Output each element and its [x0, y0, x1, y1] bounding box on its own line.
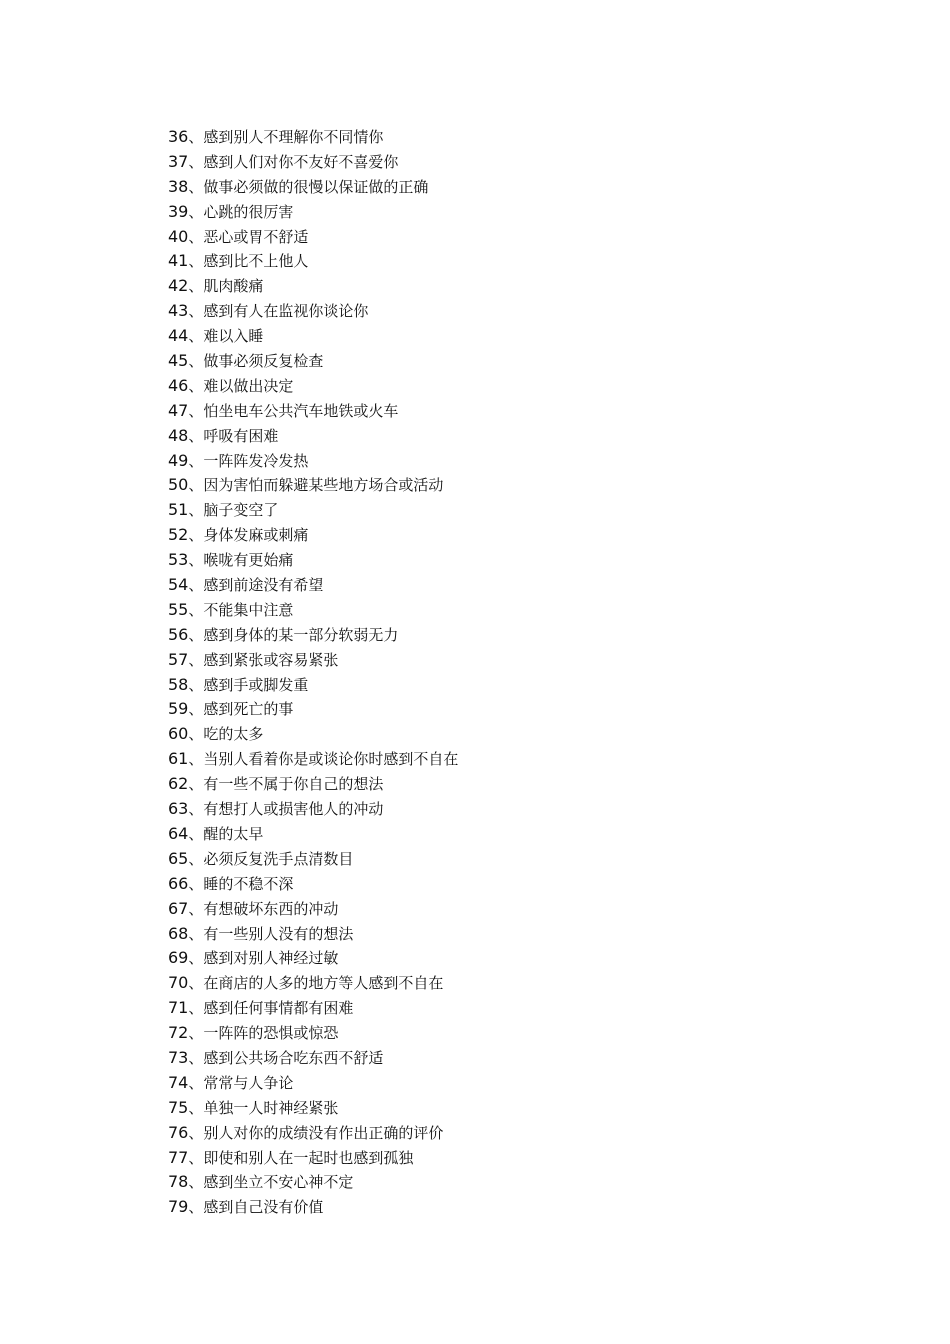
item-text: 肌肉酸痛: [203, 277, 264, 296]
item-text: 有想破坏东西的冲动: [203, 899, 339, 918]
item-number: 53: [168, 550, 189, 570]
item-separator: 、: [188, 202, 204, 221]
item-separator: 、: [188, 974, 204, 993]
item-separator: 、: [188, 1073, 204, 1092]
item-separator: 、: [188, 999, 204, 1018]
item-text: 脑子变空了: [203, 501, 279, 520]
item-text: 别人对你的成绩没有作出正确的评价: [203, 1123, 444, 1142]
item-separator: 、: [188, 600, 204, 619]
list-item: [168, 399, 458, 424]
list-item: [168, 225, 458, 250]
item-separator: 、: [188, 152, 204, 171]
questionnaire-item-list: [168, 125, 458, 1220]
item-number: 69: [168, 948, 189, 968]
list-item: [168, 1071, 458, 1096]
item-separator: 、: [188, 252, 204, 271]
list-item: [168, 922, 458, 947]
item-number: 73: [168, 1047, 189, 1067]
item-separator: 、: [188, 650, 204, 669]
list-item: [168, 971, 458, 996]
item-separator: 、: [188, 1198, 204, 1217]
list-item: [168, 523, 458, 548]
item-separator: 、: [188, 551, 204, 570]
list-item: [168, 722, 458, 747]
item-number: 67: [168, 898, 189, 918]
item-separator: 、: [188, 874, 204, 893]
item-text: 有一些别人没有的想法: [203, 924, 354, 943]
item-number: 59: [168, 699, 189, 719]
item-text: 难以做出决定: [203, 376, 294, 395]
list-item: [168, 1096, 458, 1121]
item-text: 心跳的很厉害: [203, 202, 294, 221]
item-separator: 、: [188, 501, 204, 520]
item-text: 不能集中注意: [203, 600, 294, 619]
item-separator: 、: [188, 1173, 204, 1192]
list-item: [168, 1021, 458, 1046]
item-number: 42: [168, 276, 189, 296]
item-separator: 、: [188, 576, 204, 595]
item-text: 感到有人在监视你谈论你: [203, 302, 369, 321]
item-number: 48: [168, 425, 189, 445]
item-text: 感到对别人神经过敏: [203, 949, 339, 968]
item-text: 一阵阵的恐惧或惊恐: [203, 1024, 339, 1043]
item-text: 难以入睡: [203, 327, 264, 346]
item-separator: 、: [188, 625, 204, 644]
list-item: [168, 200, 458, 225]
item-number: 54: [168, 575, 189, 595]
list-item: [168, 897, 458, 922]
item-number: 36: [168, 127, 189, 146]
list-item: [168, 498, 458, 523]
list-item: [168, 797, 458, 822]
list-item: [168, 747, 458, 772]
item-separator: 、: [188, 401, 204, 420]
item-number: 68: [168, 923, 189, 943]
list-item: [168, 150, 458, 175]
list-item: [168, 1121, 458, 1146]
list-item: [168, 673, 458, 698]
item-separator: 、: [188, 1048, 204, 1067]
list-item: [168, 1170, 458, 1195]
item-text: 因为害怕而躲避某些地方场合或活动: [203, 476, 444, 495]
item-separator: 、: [188, 899, 204, 918]
list-item: [168, 847, 458, 872]
item-text: 即使和别人在一起时也感到孤独: [203, 1148, 414, 1167]
list-item: [168, 175, 458, 200]
item-number: 58: [168, 674, 189, 694]
item-number: 63: [168, 799, 189, 819]
item-text: 怕坐电车公共汽车地铁或火车: [203, 401, 399, 420]
item-number: 44: [168, 326, 189, 346]
item-number: 62: [168, 774, 189, 794]
item-number: 37: [168, 151, 189, 171]
item-text: 呼吸有困难: [203, 426, 279, 445]
item-number: 43: [168, 301, 189, 321]
list-item: [168, 548, 458, 573]
item-text: 恶心或胃不舒适: [203, 227, 309, 246]
item-number: 51: [168, 500, 189, 520]
item-text: 做事必须反复检查: [203, 352, 324, 371]
item-number: 38: [168, 176, 189, 196]
item-number: 40: [168, 226, 189, 246]
item-separator: 、: [188, 451, 204, 470]
list-item: [168, 1046, 458, 1071]
item-text: 感到身体的某一部分软弱无力: [203, 625, 399, 644]
item-text: 做事必须做的很慢以保证做的正确: [203, 177, 429, 196]
list-item: [168, 324, 458, 349]
item-text: 当别人看着你是或谈论你时感到不自在: [203, 750, 459, 769]
item-number: 52: [168, 525, 189, 545]
item-separator: 、: [188, 177, 204, 196]
item-separator: 、: [188, 426, 204, 445]
item-separator: 、: [188, 277, 204, 296]
list-item: [168, 623, 458, 648]
list-item: [168, 249, 458, 274]
list-item: [168, 996, 458, 1021]
item-separator: 、: [188, 700, 204, 719]
item-separator: 、: [188, 302, 204, 321]
item-number: 79: [168, 1197, 189, 1217]
list-item: [168, 822, 458, 847]
item-text: 身体发麻或刺痛: [203, 526, 309, 545]
item-separator: 、: [188, 824, 204, 843]
item-number: 78: [168, 1172, 189, 1192]
item-text: 感到紧张或容易紧张: [203, 650, 339, 669]
item-text: 在商店的人多的地方等人感到不自在: [203, 974, 444, 993]
item-text: 感到自己没有价值: [203, 1198, 324, 1217]
list-item: [168, 274, 458, 299]
item-separator: 、: [188, 1098, 204, 1117]
list-item: [168, 125, 458, 150]
list-item: [168, 573, 458, 598]
item-separator: 、: [188, 750, 204, 769]
item-number: 70: [168, 973, 189, 993]
item-number: 66: [168, 873, 189, 893]
item-number: 46: [168, 375, 189, 395]
list-item: [168, 946, 458, 971]
item-number: 55: [168, 599, 189, 619]
item-text: 感到死亡的事: [203, 700, 294, 719]
item-text: 喉咙有更始痛: [203, 551, 294, 570]
item-number: 60: [168, 724, 189, 744]
list-item: [168, 1146, 458, 1171]
item-separator: 、: [188, 476, 204, 495]
item-text: 感到手或脚发重: [203, 675, 309, 694]
item-text: 感到比不上他人: [203, 252, 309, 271]
item-separator: 、: [188, 1024, 204, 1043]
list-item: [168, 449, 458, 474]
item-separator: 、: [188, 526, 204, 545]
item-number: 77: [168, 1147, 189, 1167]
item-text: 有一些不属于你自己的想法: [203, 775, 384, 794]
item-text: 睡的不稳不深: [203, 874, 294, 893]
item-number: 75: [168, 1097, 189, 1117]
item-text: 感到公共场合吃东西不舒适: [203, 1048, 384, 1067]
item-number: 39: [168, 201, 189, 221]
list-item: [168, 772, 458, 797]
item-number: 56: [168, 624, 189, 644]
list-item: [168, 473, 458, 498]
item-separator: 、: [188, 924, 204, 943]
item-separator: 、: [188, 352, 204, 371]
item-number: 72: [168, 1023, 189, 1043]
item-number: 57: [168, 649, 189, 669]
item-text: 吃的太多: [203, 725, 264, 744]
item-separator: 、: [188, 849, 204, 868]
item-text: 感到前途没有希望: [203, 576, 324, 595]
item-text: 醒的太早: [203, 824, 264, 843]
item-separator: 、: [188, 675, 204, 694]
list-item: [168, 374, 458, 399]
list-item: [168, 648, 458, 673]
item-text: 一阵阵发冷发热: [203, 451, 309, 470]
item-separator: 、: [188, 376, 204, 395]
item-number: 76: [168, 1122, 189, 1142]
item-separator: 、: [188, 775, 204, 794]
item-text: 感到坐立不安心神不定: [203, 1173, 354, 1192]
item-number: 50: [168, 475, 189, 495]
item-number: 65: [168, 848, 189, 868]
item-number: 64: [168, 823, 189, 843]
item-number: 41: [168, 251, 189, 271]
list-item: [168, 697, 458, 722]
item-separator: 、: [188, 1148, 204, 1167]
item-text: 感到别人不理解你不同情你: [203, 128, 384, 146]
item-separator: 、: [188, 800, 204, 819]
item-number: 71: [168, 998, 189, 1018]
item-separator: 、: [188, 327, 204, 346]
item-separator: 、: [188, 227, 204, 246]
item-number: 49: [168, 450, 189, 470]
list-item: [168, 299, 458, 324]
item-text: 常常与人争论: [203, 1073, 294, 1092]
list-item: [168, 424, 458, 449]
item-number: 45: [168, 351, 189, 371]
item-text: 必须反复洗手点清数目: [203, 849, 354, 868]
item-separator: 、: [188, 725, 204, 744]
list-item: [168, 1195, 458, 1220]
list-item: [168, 598, 458, 623]
item-text: 有想打人或损害他人的冲动: [203, 800, 384, 819]
item-separator: 、: [188, 128, 204, 146]
item-separator: 、: [188, 1123, 204, 1142]
item-text: 感到任何事情都有困难: [203, 999, 354, 1018]
item-text: 感到人们对你不友好不喜爱你: [203, 152, 399, 171]
item-number: 61: [168, 749, 189, 769]
list-item: [168, 872, 458, 897]
item-text: 单独一人时神经紧张: [203, 1098, 339, 1117]
item-separator: 、: [188, 949, 204, 968]
list-item: [168, 349, 458, 374]
item-number: 47: [168, 400, 189, 420]
item-number: 74: [168, 1072, 189, 1092]
